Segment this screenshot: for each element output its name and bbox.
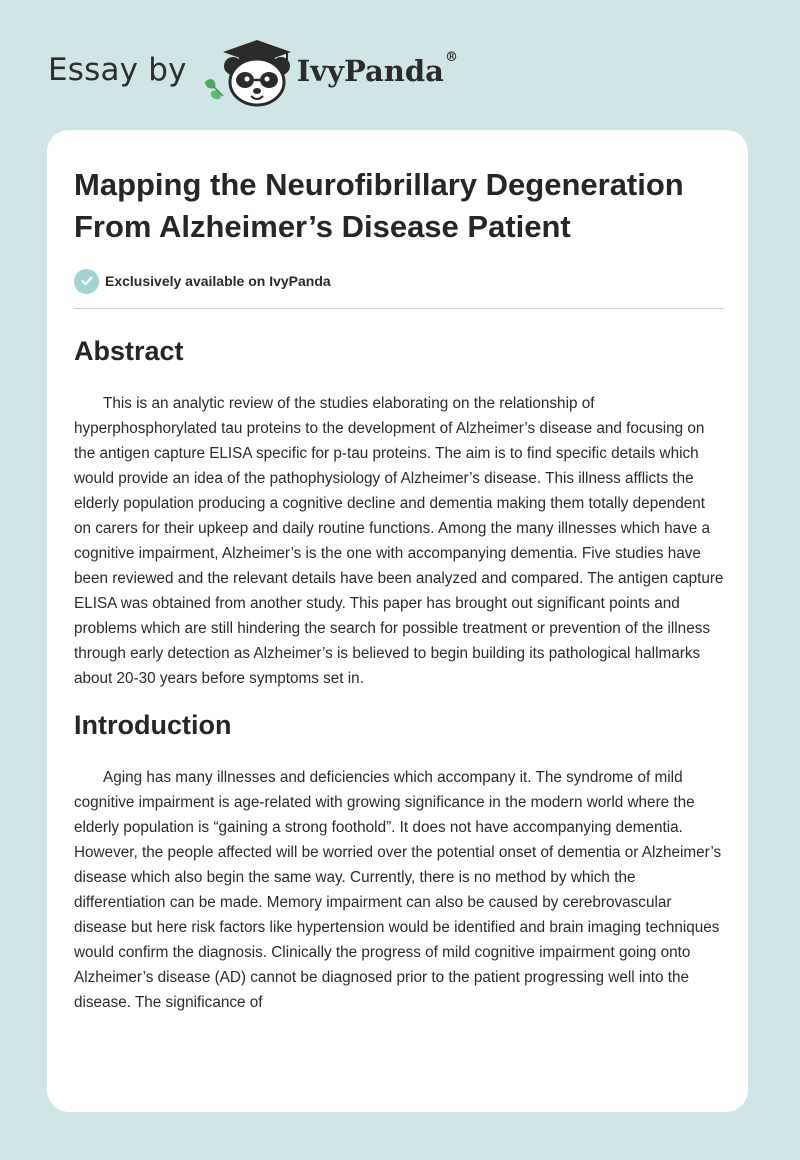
section-heading-abstract: Abstract xyxy=(74,336,184,366)
title-divider xyxy=(74,308,724,309)
site-brand-header[interactable] xyxy=(48,36,458,108)
availability-badge xyxy=(74,268,724,294)
abstract-section xyxy=(74,333,724,691)
check-circle-icon xyxy=(74,269,99,294)
essay-content xyxy=(74,164,724,1015)
essay-card xyxy=(47,130,748,1112)
introduction-section xyxy=(74,707,724,1015)
introduction-paragraph: Aging has many illnesses and deficiencies which accompany it. The syndrome of mild cognitive impairment is age-related with growing significance in the modern world where the elderly population is “gaining a strong foothold”. It does not have accompanying dementia. However, the people affected will be worried over the potential onset of dementia or Alzheimer’s disease which also begin the same way. Currently, there is no method by which the differentiation can be made. Memory impairment can also be caused by cerebrovascular disease but here risk factors like hypertension would be identified and brain imaging techniques would confirm the diagnosis. Clinically the progress of mild cognitive impairment going onto Alzheimer’s disease (AD) cannot be diagnosed prior to the patient progressing well into the disease. The significance of xyxy=(74,769,722,1011)
panda-graduate-icon xyxy=(201,36,293,108)
abstract-paragraph: This is an analytic review of the studies elaborating on the relationship of hyperphosphorylated tau proteins to the development of Alzheimer’s disease and focusing on the antigen capture ELISA specific for p-tau proteins. The aim is to find specific details which would provide an idea of the pathophysiology of Alzheimer’s disease. This illness afflicts the elderly population producing a cognitive decline and dementia making them totally dependent on carers for their upkeep and daily routine functions. Among the many illnesses which have a cognitive impairment, Alzheimer’s is the one with accompanying dementia. Five studies have been reviewed and the relevant details have been analyzed and compared. The antigen capture ELISA was obtained from another study. This paper has brought out significant points and problems which are still hindering the search for possible treatment or prevention of the illness through early detection as Alzheimer’s is believed to begin building its pathological hallmarks about 20-30 years before symptoms set in. xyxy=(74,395,724,687)
section-heading-introduction: Introduction xyxy=(74,710,232,740)
essay-by-label: Essay by xyxy=(48,52,187,88)
availability-text: Exclusively available on IvyPanda xyxy=(105,273,331,289)
essay-title: Mapping the Neurofibrillary Degeneration From Alzheimer’s Disease Patient xyxy=(74,167,684,244)
ivypanda-logo-text: IvyPanda® xyxy=(296,50,458,88)
